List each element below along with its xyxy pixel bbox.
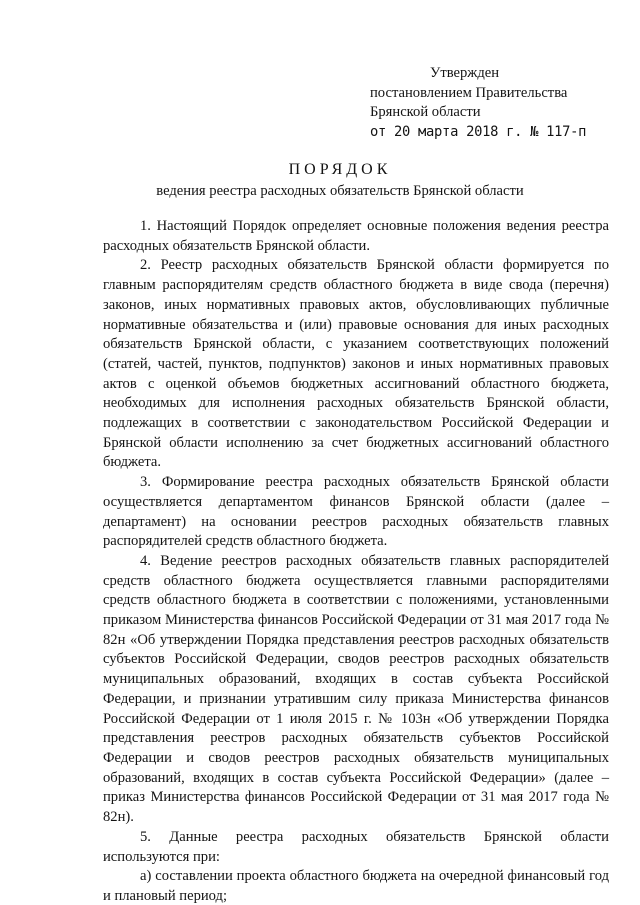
approval-line-resolution: постановлением Правительства (370, 84, 568, 101)
paragraph-5-a: а) составлении проекта областного бюджета на очередной финансовый год и плановый период; (103, 868, 609, 904)
document-subtitle: ведения реестра расходных обязательств Брянской области (156, 183, 524, 199)
document-title: ПОРЯДОК (288, 161, 392, 178)
paragraph-4: 4. Ведение реестров расходных обязательств главных распорядителей средств областного бюджета осуществляется главными распорядителями средств областного бюджета в соответствии с положениями, установленными приказом Министерства финансов Российской Федерации от 31 мая 2017 года № 82н «Об утверждении Порядка представления реестров расходных обязательств субъектов Российской Федерации, сводов реестров расходных обязательств муниципальных образований, входящих в состав субъекта Российской Федерации, и признании утратившим силу приказа Министерства финансов Российской Федерации от 1 июля 2015 г. № 103н «Об утверждении Порядка представления реестров расходных обязательств субъектов Российской Федерации и сводов реестров расходных обязательств муниципальных образований, входящих в состав субъекта Российской Федерации» (далее – приказ Министерства финансов Российской Федерации от 31 мая 2017 года № 82н). (103, 552, 609, 826)
approval-line-region: Брянской области (370, 104, 481, 121)
paragraph-1: 1. Настоящий Порядок определяет основные положения ведения реестра расходных обязательств Брянской области. (103, 218, 609, 254)
paragraph-5: 5. Данные реестра расходных обязательств Брянской области используются при: (103, 828, 609, 865)
paragraph-3: 3. Формирование реестра расходных обязательств Брянской области осуществляется департаментом финансов Брянской области (далее – департамент) на основании реестров расходных обязательств главных распорядителей средств областного бюджета. (103, 474, 609, 550)
approval-line-approved: Утвержден (430, 65, 500, 81)
paragraph-2: 2. Реестр расходных обязательств Брянской области формируется по главным распорядителям средств областного бюджета в виде свода (перечня) законов, иных нормативных правовых актов, обусловливающих публичные нормативные обязательства и (или) правовые основания для иных расходных обязательств Брянской области, с указанием соответствующих положений (статей, частей, пунктов, подпунктов) законов и иных нормативных правовых актов с оценкой объемов бюджетных ассигнований областного бюджета, необходимых для исполнения расходных обязательств Брянской области, подлежащих в соответствии с законодательством Российской Федерации и Брянской области исполнению за счет бюджетных ассигнований областного бюджета. (103, 257, 609, 471)
approval-stamp (370, 64, 620, 143)
approval-date-number: от 20 марта 2018 г. № 117-п (370, 124, 587, 141)
document-body (103, 217, 609, 905)
